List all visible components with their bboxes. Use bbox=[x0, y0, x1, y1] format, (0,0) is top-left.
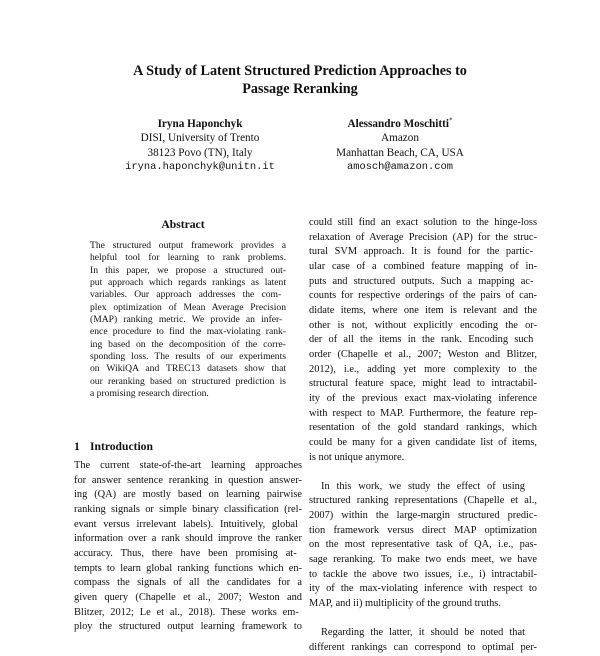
body-text-line: ity of the max-violating inference with respect to bbox=[309, 583, 537, 595]
abstract-line: our reranking based on structured prediction is bbox=[90, 375, 286, 387]
section-number: 1 bbox=[74, 440, 80, 453]
author-affiliation: Amazon bbox=[381, 132, 419, 145]
body-text-line: tion framework versus direct MAP optimization bbox=[309, 524, 537, 536]
abstract-body bbox=[90, 240, 286, 400]
abstract-line: variables. Our approach addresses the com- bbox=[90, 289, 282, 301]
body-text-line: evant versus irrelevant labels). Intuitively, global bbox=[74, 518, 298, 530]
section-title: Introduction bbox=[90, 440, 153, 453]
left-column-text bbox=[74, 459, 302, 635]
body-text-line: given query (Chapelle et al., 2007; Weston and bbox=[74, 591, 302, 603]
section-heading bbox=[74, 440, 153, 453]
body-text-line: relaxation of Average Precision (AP) for the struc- bbox=[309, 231, 537, 243]
author-email: amosch@amazon.com bbox=[346, 160, 453, 173]
body-text-line: counts for respective orderings of the pairs of can- bbox=[309, 290, 537, 302]
author-block-2 bbox=[300, 117, 500, 174]
body-text-line: 2012), i.e., adding yet more complexity to the bbox=[309, 363, 537, 375]
paragraph bbox=[309, 216, 537, 465]
paragraph-gap bbox=[309, 465, 537, 480]
abstract-line: (MAP) ranking metric. We provide an infer- bbox=[90, 314, 283, 326]
body-text-line: compass the signals of all the candidates for a bbox=[74, 577, 302, 589]
paragraph bbox=[309, 480, 537, 612]
body-text-line: ranking signals or simple binary classification (rel- bbox=[74, 503, 302, 515]
abstract-line: ence procedure to find the max-violating rank- bbox=[90, 326, 286, 338]
body-text-line: could be many for a given candidate list of items, bbox=[309, 436, 537, 448]
author-name: Alessandro Moschitti* bbox=[347, 116, 453, 130]
abstract-line: helpful tool for learning to rank problems. bbox=[90, 252, 286, 264]
body-text-line: The current state-of-the-art learning approaches bbox=[74, 460, 302, 471]
body-text-line: Blitzer, 2012; Le et al., 2018). These works em- bbox=[74, 606, 299, 618]
abstract-line: sponding loss. The results of our experiments bbox=[90, 351, 286, 363]
abstract-line: put approach which regards rankings as latent bbox=[90, 277, 286, 289]
author-address: Manhattan Beach, CA, USA bbox=[336, 146, 464, 159]
body-text-line: accuracy. Thus, there have been promising at- bbox=[74, 547, 297, 559]
body-text-line: with respect to MAP. Furthermore, the feature rep- bbox=[309, 407, 537, 419]
author-address: 38123 Povo (TN), Italy bbox=[147, 146, 253, 159]
body-text-line: ing (QA) are mostly based on learning pairwise bbox=[74, 489, 302, 501]
abstract-line: on WikiQA and TREC13 datasets show that bbox=[90, 363, 286, 375]
body-text-line: structured ranking representations (Chapelle et al., bbox=[309, 495, 537, 507]
paragraph bbox=[309, 626, 537, 655]
abstract-line: a promising research direction. bbox=[90, 388, 209, 400]
abstract-line: ing based on the decomposition of the corre- bbox=[90, 338, 286, 350]
paragraph-gap bbox=[309, 612, 537, 627]
body-text-line: on the most representative task of QA, i.e., pas- bbox=[309, 539, 537, 551]
body-text-line: structural feature space, might lead to intractabil- bbox=[309, 378, 537, 390]
abstract-line: In this paper, we propose a structured out- bbox=[90, 264, 286, 276]
body-text-line: ploy the structured output learning framework to bbox=[74, 621, 302, 633]
paper-title bbox=[60, 62, 540, 98]
body-text-line: information over a rank should improve the ranker bbox=[74, 533, 302, 545]
body-text-line: order (Chapelle et al., 2007; Weston and Blitzer, bbox=[309, 348, 537, 360]
abstract-line: The structured output framework provides a bbox=[90, 240, 286, 251]
body-text-line: tural SVM approach. It is found for the partic- bbox=[309, 246, 534, 258]
body-text-line: ity of the previous exact max-violating inference bbox=[309, 392, 537, 404]
author-footnote-marker: * bbox=[448, 116, 453, 125]
body-text-line: different rankings can correspond to optimal per- bbox=[309, 641, 537, 653]
body-text-line: ular case of a combined feature mapping of in- bbox=[309, 260, 537, 272]
right-column-text bbox=[309, 216, 537, 656]
author-block-1 bbox=[100, 117, 300, 174]
body-text-line: sage reranking. To make two ends meet, we have bbox=[309, 554, 537, 566]
body-text-line: MAP, and ii) multiplicity of the ground truths. bbox=[309, 598, 501, 609]
body-text-line: didate items, where one item is relevant and the bbox=[309, 304, 537, 316]
body-text-line: is not unique anymore. bbox=[309, 451, 405, 463]
body-text-line: Regarding the latter, it should be noted that bbox=[321, 627, 525, 639]
title-line-1: A Study of Latent Structured Prediction Approaches to bbox=[133, 63, 467, 79]
author-affiliation: DISI, University of Trento bbox=[140, 132, 260, 145]
body-text-line: der of all the items in the rank. Encoding such bbox=[309, 334, 534, 346]
abstract-line: plex optimization of Mean Average Precision bbox=[90, 301, 286, 313]
author-name: Iryna Haponchyk bbox=[157, 118, 243, 130]
body-text-line: In this work, we study the effect of using bbox=[321, 480, 525, 492]
body-text-line: puts and structured outputs. Such a mapping ac- bbox=[309, 275, 534, 287]
body-text-line: for answer sentence reranking in question answer- bbox=[74, 474, 302, 486]
author-email: iryna.haponchyk@unitn.it bbox=[125, 160, 275, 173]
body-text-line: resentation of the gold standard rankings, which bbox=[309, 422, 537, 434]
body-text-line: to tackle the above two issues, i.e., i) intractabil- bbox=[309, 568, 537, 580]
body-text-line: 2007) within the large-margin structured predic- bbox=[309, 510, 537, 522]
body-text-line: other is not, without explicitly encoding the or- bbox=[309, 319, 537, 331]
body-text-line: could still find an exact solution to the hinge-loss bbox=[309, 217, 537, 228]
title-line-2: Passage Reranking bbox=[242, 81, 358, 97]
body-text-line: tempts to learn global ranking functions which en- bbox=[74, 562, 302, 574]
abstract-heading: Abstract bbox=[161, 218, 205, 231]
